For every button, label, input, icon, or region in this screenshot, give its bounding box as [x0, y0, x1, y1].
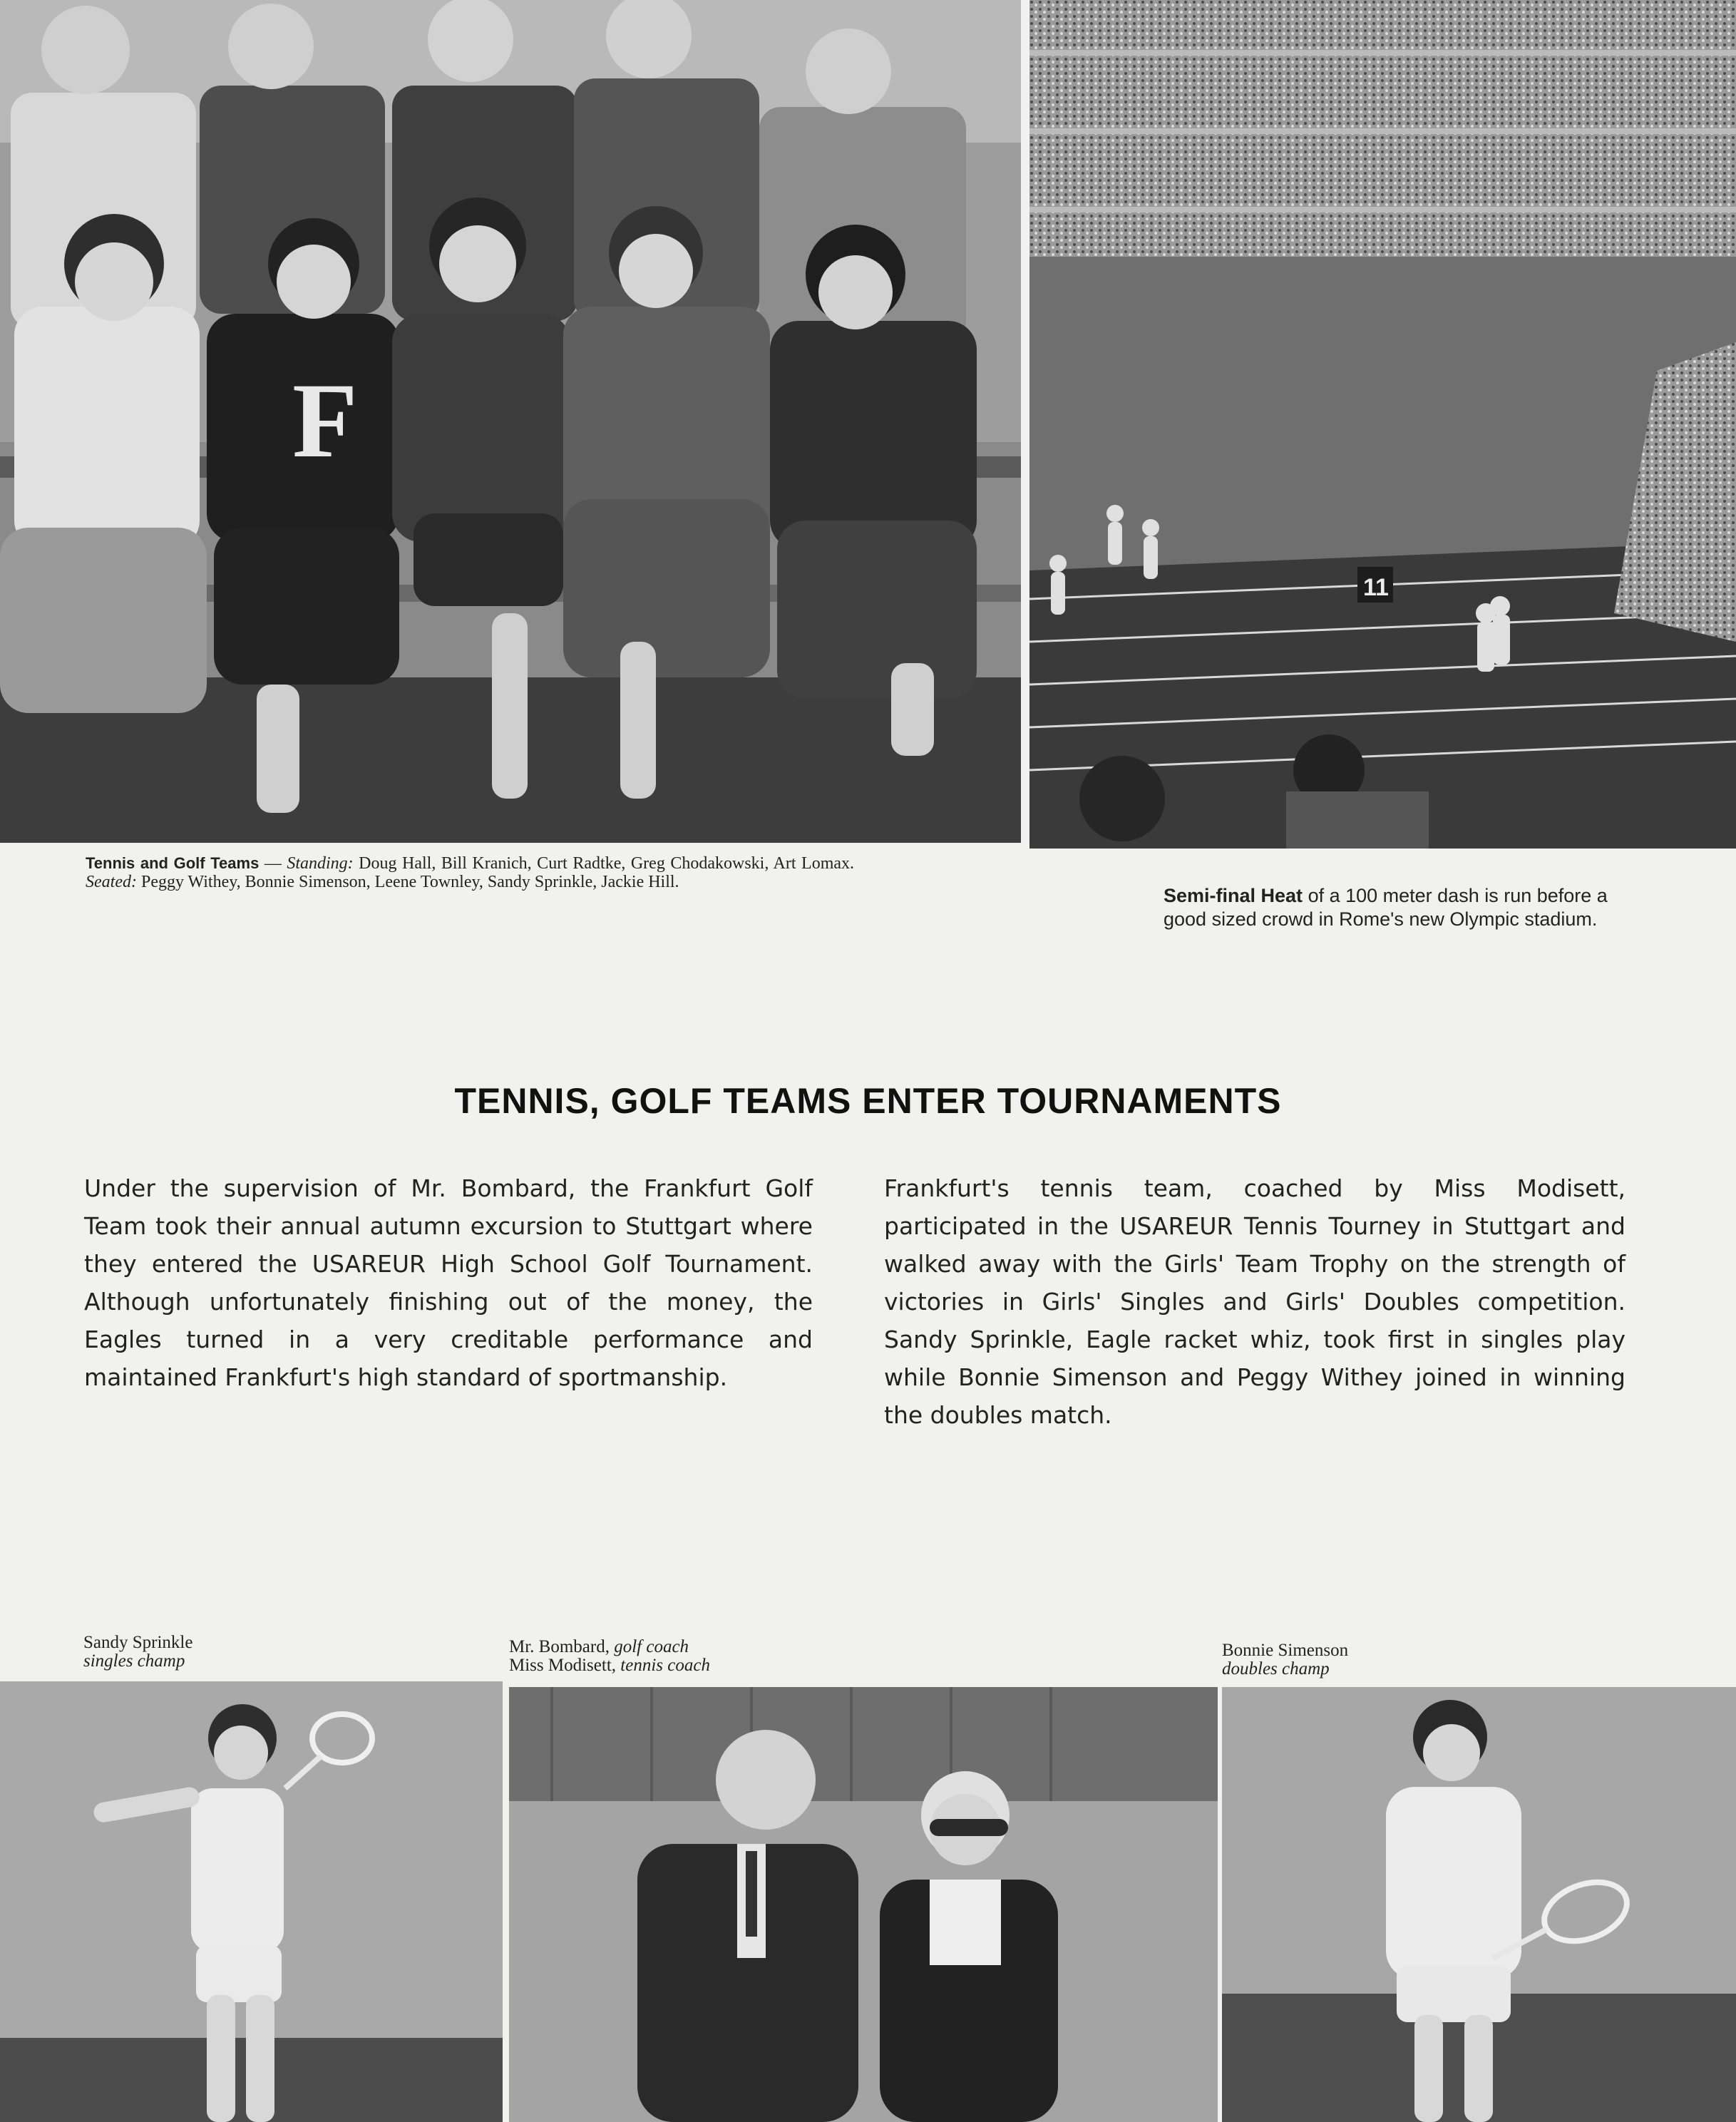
- coaches-caption: [509, 1638, 710, 1675]
- coach2-role: tennis coach: [620, 1656, 710, 1675]
- stadium-race-photo: [1029, 0, 1736, 849]
- simenson-role: doubles champ: [1222, 1659, 1330, 1678]
- team-group-photo: [0, 0, 1021, 843]
- standing-label: Standing:: [287, 854, 354, 873]
- sprinkle-caption: [83, 1634, 192, 1671]
- letter-sweater-f: F: [292, 362, 358, 480]
- simenson-photo: [1222, 1687, 1736, 2122]
- sprinkle-photo: [0, 1681, 503, 2122]
- sprinkle-name: Sandy Sprinkle: [83, 1633, 193, 1652]
- coach2-name: Miss Modisett,: [509, 1656, 621, 1675]
- coaches-photo: [509, 1687, 1218, 2122]
- seated-names: Peggy Withey, Bonnie Simenson, Leene Townley, Sandy Sprinkle, Jackie Hill.: [136, 873, 679, 891]
- stadium-photo-caption: [1164, 884, 1640, 931]
- simenson-name: Bonnie Simenson: [1222, 1641, 1349, 1660]
- team-photo-caption: [86, 854, 854, 891]
- coach1-role: golf coach: [614, 1637, 689, 1656]
- sprinkle-role: singles champ: [83, 1651, 185, 1671]
- team-caption-dash: —: [259, 854, 287, 873]
- article-column-golf: Under the supervision of Mr. Bombard, the Frankfurt Golf Team took their annual autumn excursion to Stuttgart where they entered the USAREUR High School Golf Tournament. Although unfortunately finishing out of the money, the Eagles turned in a very creditable performance and maintained Frankfurt's high standard of sportmanship.: [84, 1174, 813, 1391]
- simenson-caption: [1222, 1641, 1348, 1678]
- coach1-name: Mr. Bombard,: [509, 1637, 615, 1656]
- seated-label: Seated:: [86, 873, 137, 891]
- standing-names: Doug Hall, Bill Kranich, Curt Radtke, Greg Chodakowski, Art Lomax.: [353, 854, 855, 873]
- article-headline: TENNIS, GOLF TEAMS ENTER TOURNAMENTS: [454, 1081, 1282, 1121]
- team-caption-title: Tennis and Golf Teams: [86, 854, 260, 872]
- stadium-caption-text: of a 100 meter dash is run before a good sized crowd in Rome's new Olympic stadium.: [1164, 885, 1608, 930]
- article-column-tennis: Frankfurt's tennis team, coached by Miss Modisett, participated in the USAREUR Tennis Tourney in Stuttgart and walked away with the Girls' Team Trophy on the strength of victories in Girls' Singles and Girls' Doubles competition. Sandy Sprinkle, Eagle racket whiz, took first in singles play while Bonnie Simenson and Peggy Withey joined in winning the doubles match.: [884, 1174, 1625, 1429]
- lane-number: 11: [1363, 574, 1389, 601]
- stadium-caption-title: Semi-final Heat: [1164, 885, 1303, 906]
